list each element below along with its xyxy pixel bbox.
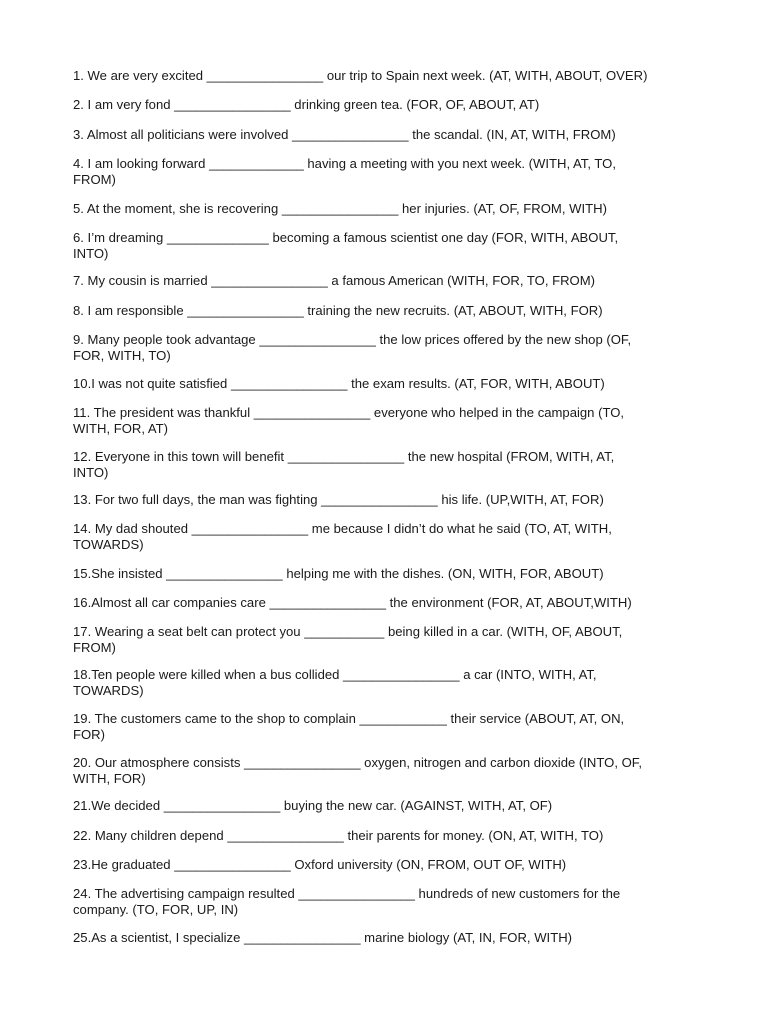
question-23: 23.He graduated ________________ Oxford university (ON, FROM, OUT OF, WITH) [73,857,567,872]
question-5: 5. At the moment, she is recovering ________________ her injuries. (AT, OF, FROM, WITH) [73,201,607,216]
question-25: 25.As a scientist, I specialize ________________ marine biology (AT, IN, FOR, WITH) [73,930,573,945]
question-4: 4. I am looking forward _____________ having a meeting with you next week. (WITH, AT, TO, FROM) [73,156,616,187]
question-16: 16.Almost all car companies care ________________ the environment (FOR, AT, ABOUT,WITH) [73,595,632,610]
question-15: 15.She insisted ________________ helping me with the dishes. (ON, WITH, FOR, ABOUT) [73,566,604,581]
question-22: 22. Many children depend ________________ their parents for money. (ON, AT, WITH, TO) [73,828,604,843]
question-24: 24. The advertising campaign resulted ________________ hundreds of new customers for the company. (TO, FOR, UP, IN) [73,886,621,917]
question-10: 10.I was not quite satisfied ________________ the exam results. (AT, FOR, WITH, ABOUT) [73,376,605,391]
question-2: 2. I am very fond ________________ drinking green tea. (FOR, OF, ABOUT, AT) [73,97,540,112]
question-8: 8. I am responsible ________________ training the new recruits. (AT, ABOUT, WITH, FOR) [73,303,603,318]
question-9: 9. Many people took advantage ________________ the low prices offered by the new shop (OF, FOR, WITH, TO) [73,332,632,363]
question-18: 18.Ten people were killed when a bus collided ________________ a car (INTO, WITH, AT, TOWARDS) [73,667,597,698]
question-17: 17. Wearing a seat belt can protect you ___________ being killed in a car. (WITH, OF, ABOUT, FROM) [73,624,623,655]
question-6: 6. I’m dreaming ______________ becoming a famous scientist one day (FOR, WITH, ABOUT, INTO) [73,230,619,261]
question-7: 7. My cousin is married ________________ a famous American (WITH, FOR, TO, FROM) [73,273,596,288]
question-3: 3. Almost all politicians were involved ________________ the scandal. (IN, AT, WITH, FROM) [73,127,616,142]
question-21: 21.We decided ________________ buying the new car. (AGAINST, WITH, AT, OF) [73,798,553,813]
question-19: 19. The customers came to the shop to complain ____________ their service (ABOUT, AT, ON, FOR) [73,711,625,742]
question-1: 1. We are very excited ________________ our trip to Spain next week. (AT, WITH, ABOUT, OVER) [73,68,648,83]
question-14: 14. My dad shouted ________________ me because I didn’t do what he said (TO, AT, WITH, TOWARDS) [73,521,612,552]
question-13: 13. For two full days, the man was fighting ________________ his life. (UP,WITH, AT, FOR) [73,492,604,507]
question-12: 12. Everyone in this town will benefit ________________ the new hospital (FROM, WITH, AT, INTO) [73,449,615,480]
question-20: 20. Our atmosphere consists ________________ oxygen, nitrogen and carbon dioxide (INTO, OF, WITH, FOR) [73,755,642,786]
question-11: 11. The president was thankful ________________ everyone who helped in the campaign (TO, WITH, FOR, AT) [73,405,625,436]
